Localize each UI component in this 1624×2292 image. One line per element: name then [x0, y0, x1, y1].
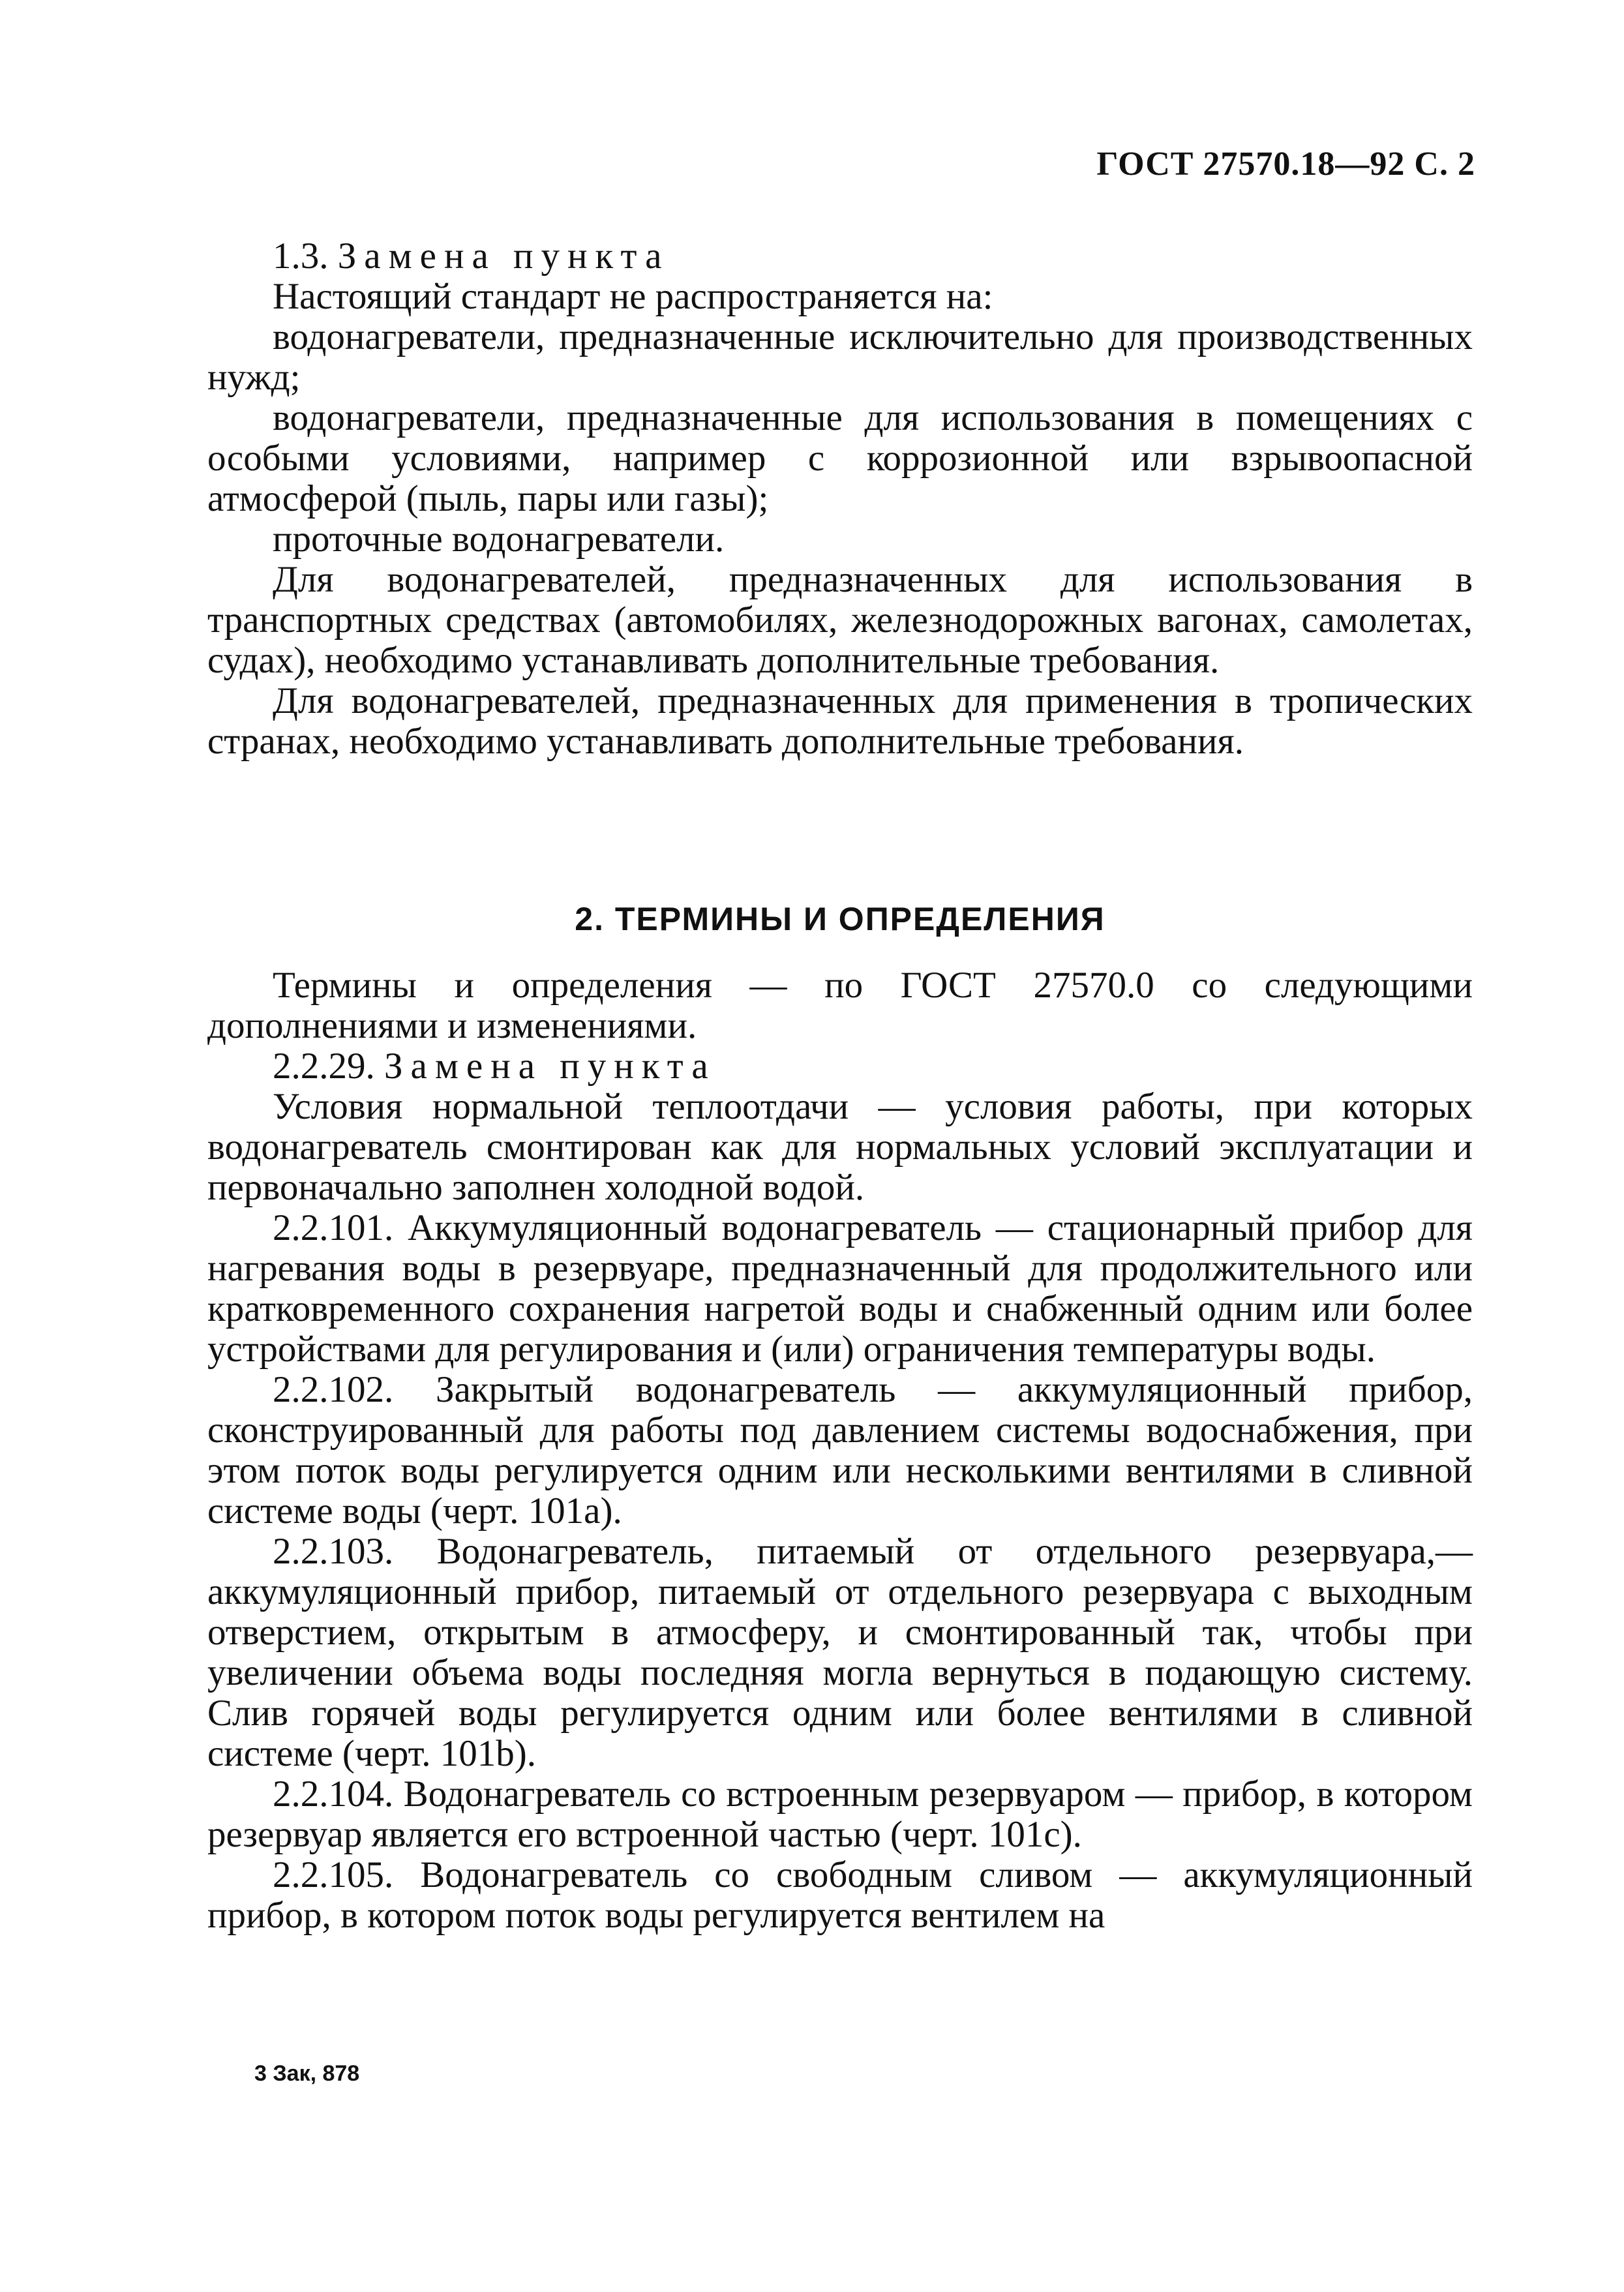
- paragraph: Условия нормальной теплоотдачи — условия работы, при которых водонагреватель смонтирован как для нормальных условий эксплуатации и первоначально заполнен холодной водой.: [207, 1086, 1473, 1208]
- clause-2-2-29-action: Замена пункта: [384, 1046, 716, 1087]
- paragraph: 2.2.101. Аккумуляционный водонагреватель — стационарный прибор для нагревания воды в резервуаре, предназначенный для продолжительного или кратковременного сохранения нагретой воды и снабженный одним или более устройствами для регулирования и (или) ограничения температуры воды.: [207, 1207, 1473, 1370]
- paragraph: Для водонагревателей, предназначенных для использования в транспортных средствах (автомобилях, железнодорожных вагонах, самолетах, судах), необходимо устанавливать дополнительные требования.: [207, 559, 1473, 681]
- clause-2-2-29-heading: [207, 1046, 1473, 1087]
- paragraph: Для водонагревателей, предназначенных для применения в тропических странах, необходимо устанавливать дополнительные требования.: [207, 680, 1473, 762]
- paragraph: водонагреватели, предназначенные для использования в помещениях с особыми условиями, например с коррозионной или взрывоопасной атмосферой (пыль, пары или газы);: [207, 397, 1473, 519]
- section-2-block: [207, 965, 1473, 1936]
- order-mark: 3 Зак, 878: [254, 2061, 360, 2086]
- paragraph: 2.2.104. Водонагреватель со встроенным резервуаром — прибор, в котором резервуар является его встроенной частью (черт. 101с).: [207, 1773, 1473, 1855]
- paragraph: проточные водонагреватели.: [273, 519, 725, 560]
- paragraph: 2.2.103. Водонагреватель, питаемый от отдельного резервуара,— аккумуляционный прибор, питаемый от отдельного резервуара с выходным отверстием, открытым в атмосферу, и смонтированный так, чтобы при увеличении объема воды последняя могла вернуться в подающую систему. Слив горячей воды регулируется одним или более вентилями в сливной системе (черт. 101b).: [207, 1531, 1473, 1774]
- clause-1-3-number: 1.3.: [273, 235, 329, 277]
- clause-1-3-heading: [207, 236, 1473, 277]
- paragraph: водонагреватели, предназначенные исключительно для производственных нужд;: [207, 316, 1473, 398]
- running-header: ГОСТ 27570.18—92 С. 2: [1096, 145, 1475, 183]
- paragraph: Настоящий стандарт не распространяется на:: [273, 276, 993, 317]
- section-2-intro: Термины и определения — по ГОСТ 27570.0 со следующими дополнениями и изменениями.: [207, 965, 1473, 1046]
- paragraph: 2.2.105. Водонагреватель со свободным сливом — аккумуляционный прибор, в котором поток воды регулируется вентилем на: [207, 1854, 1473, 1936]
- clause-1-3-action: Замена пункта: [337, 235, 670, 277]
- section-2-title: 2. ТЕРМИНЫ И ОПРЕДЕЛЕНИЯ: [575, 901, 1105, 937]
- paragraph: 2.2.102. Закрытый водонагреватель — аккумуляционный прибор, сконструированный для работы под давлением системы водоснабжения, при этом поток воды регулируется одним или несколькими вентилями в сливной системе воды (черт. 101а).: [207, 1369, 1473, 1531]
- clause-2-2-29-number: 2.2.29.: [273, 1046, 375, 1087]
- section-1-block: [207, 236, 1473, 762]
